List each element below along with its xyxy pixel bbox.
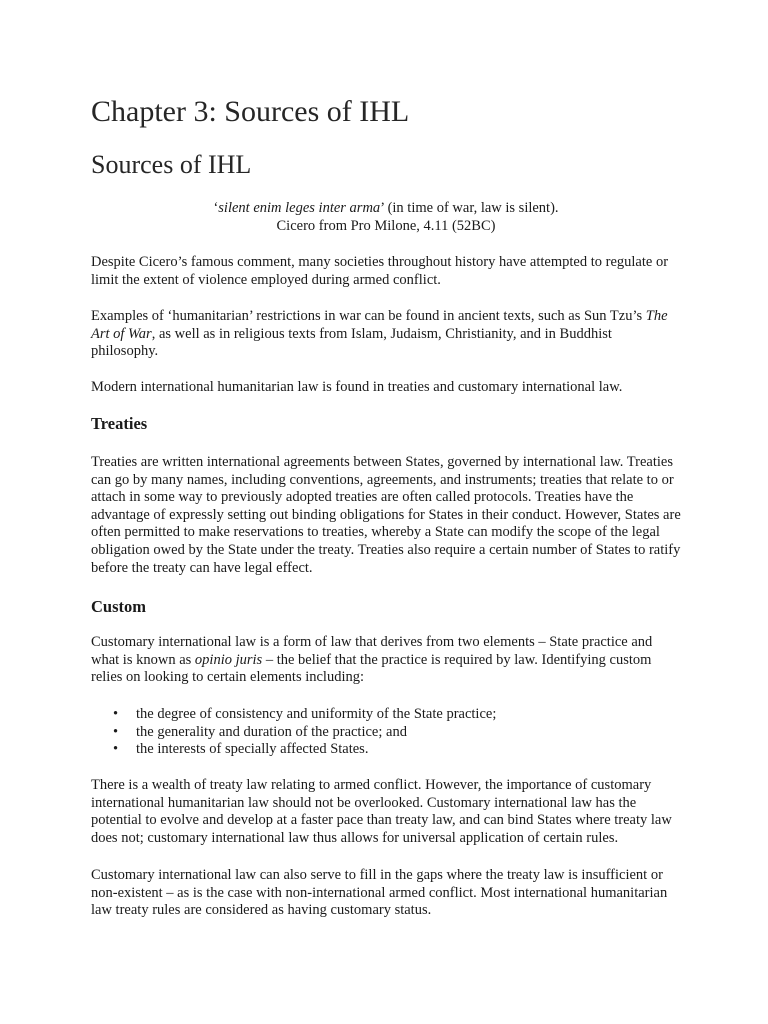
epigraph-quote-line <box>91 200 681 218</box>
custom-paragraph-1-text-a: Customary international law is a form of law that derives from two elements – State practice and what is known as <box>91 634 653 668</box>
intro-paragraph-1: Despite Cicero’s famous comment, many societies throughout history have attempted to regulate or limit the extent of violence employed during armed conflict. <box>91 254 669 288</box>
treaties-paragraph: Treaties are written international agreements between States, governed by international law. Treaties can go by many names, including conventions, agreements, and instruments; treaties that relate to or attach in some way to previously adopted treaties are often called protocols. Treaties have the advantage of expressly setting out binding obligations for States in their conduct. However, States are often permitted to make reservations to treaties, whereby a State can modify the scope of the legal obligation owed by the State under the treaty. Treaties also require a certain number of States to ratify before the treaty can have legal effect. <box>91 454 681 576</box>
list-item <box>91 724 681 742</box>
custom-paragraph-3: Customary international law can also serve to fill in the gaps where the treaty law is insufficient or non-existent – as is the case with non-international armed conflict. Most international humanitarian law treaty rules are considered as having customary status. <box>91 867 668 919</box>
epigraph <box>91 200 681 235</box>
epigraph-close-quote: ’ <box>380 200 384 216</box>
list-item-text: the interests of specially affected States. <box>136 741 369 758</box>
custom-paragraph-2: There is a wealth of treaty law relating to armed conflict. However, the importance of customary international humanitarian law should not be overlooked. Customary international law has the potential to evolve and develop at a faster pace than treaty law, and can bind States where treaty law does not; customary international law thus allows for universal application of certain rules. <box>91 777 672 846</box>
list-item <box>91 706 681 724</box>
intro-paragraph-2 <box>91 308 681 361</box>
intro-paragraph-2-text-a: Examples of ‘humanitarian’ restrictions in war can be found in ancient texts, such as Sun Tzu’s <box>91 308 646 324</box>
section-title: Sources of IHL <box>91 150 252 179</box>
bullet-icon: • <box>113 723 119 740</box>
intro-paragraph-2-text-b: , as well as in religious texts from Islam, Judaism, Christianity, and in Buddhist philosophy. <box>91 325 612 360</box>
epigraph-open-quote: ‘ <box>213 200 219 216</box>
intro-paragraph-3: Modern international humanitarian law is found in treaties and customary international law. <box>91 379 623 395</box>
book-title-art-of-war: The Art of War <box>91 308 668 342</box>
list-item-text: the generality and duration of the practice; and <box>136 723 407 740</box>
list-item-text: the degree of consistency and uniformity of the State practice; <box>136 706 497 722</box>
bullet-icon: • <box>113 741 119 758</box>
epigraph-latin-quote: silent enim leges inter arma <box>218 200 381 216</box>
custom-elements-list <box>91 706 681 759</box>
opinio-juris-term: opinio juris <box>194 651 263 668</box>
treaties-heading: Treaties <box>91 414 148 433</box>
bullet-icon: • <box>113 706 119 722</box>
custom-paragraph-1 <box>91 634 681 687</box>
custom-heading: Custom <box>91 597 147 616</box>
chapter-title: Chapter 3: Sources of IHL <box>91 95 410 128</box>
custom-paragraph-1-text-b: – the belief that the practice is required by law. Identifying custom relies on looking to certain elements including: <box>91 651 652 686</box>
epigraph-translation: (in time of war, law is silent). <box>383 200 559 216</box>
list-item <box>91 741 681 759</box>
epigraph-attribution: Cicero from Pro Milone, 4.11 (52BC) <box>276 217 496 234</box>
